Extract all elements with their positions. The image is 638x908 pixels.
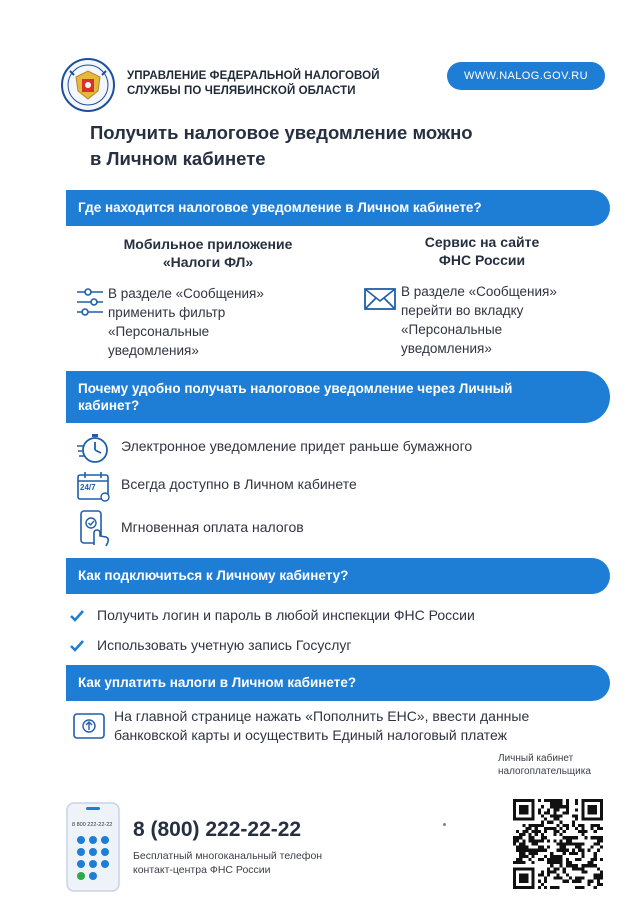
stopwatch-icon [76, 431, 110, 465]
phone-screen-number: 8 800 222-22-22 [72, 822, 113, 828]
checkmark-icon [70, 609, 84, 623]
section-heading-pay: Как уплатить налоги в Личном кабинете? [66, 665, 610, 701]
benefit-instant-payment: Мгновенная оплата налогов [121, 519, 304, 535]
mobile-app-title-line1: Мобильное приложение [123, 236, 293, 252]
section-heading-where: Где находится налоговое уведомление в Личном кабинете? [66, 190, 610, 226]
qr-caption-line1: Личный кабинет [498, 753, 574, 764]
page-title-line2: в Личном кабинете [90, 148, 266, 169]
benefit-always-available: Всегда доступно в Личном кабинете [121, 476, 357, 492]
calendar-24-7-icon [76, 470, 110, 504]
calendar-label: 24/7 [80, 483, 96, 492]
section-heading-connect: Как подключиться к Личному кабинету? [66, 558, 610, 594]
hotline-description-line2: контакт-центра ФНС России [133, 864, 271, 876]
filter-sliders-icon [76, 285, 104, 319]
website-service-title-line2: ФНС России [438, 252, 526, 268]
mobile-app-title-line2: «Налоги ФЛ» [162, 254, 254, 270]
fns-emblem-logo [60, 57, 116, 113]
website-link[interactable]: WWW.NALOG.GOV.RU [447, 62, 605, 90]
page-title-line1: Получить налоговое уведомление можно [90, 122, 473, 143]
phone-tap-icon [76, 509, 110, 547]
website-service-description: В разделе «Сообщения» перейти во вкладку «Персональные уведомления» [401, 284, 557, 356]
smartphone-keypad-icon [66, 802, 120, 892]
envelope-icon [364, 288, 396, 310]
decorative-dot [443, 823, 446, 826]
org-name-line1: УПРАВЛЕНИЕ ФЕДЕРАЛЬНОЙ НАЛОГОВОЙ [127, 70, 380, 82]
hotline-description-line1: Бесплатный многоканальный телефон [133, 850, 323, 862]
wallet-upload-icon [73, 710, 105, 740]
hotline-phone-number[interactable]: 8 (800) 222-22-22 [133, 818, 302, 841]
mobile-app-description: В разделе «Сообщения» применить фильтр «Персональные уведомления» [108, 286, 264, 358]
phone-body [66, 802, 120, 892]
step-gosuslugi: Использовать учетную запись Госуслуг [97, 637, 352, 653]
org-name-line2: СЛУЖБЫ ПО ЧЕЛЯБИНСКОЙ ОБЛАСТИ [127, 85, 356, 97]
payment-instructions-line1: На главной странице нажать «Пополнить ЕНС», ввести данные [114, 708, 530, 724]
step-login-password: Получить логин и пароль в любой инспекции ФНС России [97, 607, 475, 623]
checkmark-icon [70, 639, 84, 653]
qr-caption-line2: налогоплательщика [498, 766, 591, 777]
payment-instructions-line2: банковской карты и осуществить Единый налоговый платеж [114, 727, 508, 743]
qr-code[interactable] [513, 799, 603, 889]
benefit-early-notice: Электронное уведомление придет раньше бумажного [121, 438, 473, 454]
website-service-title-line1: Сервис на сайте [424, 234, 540, 250]
section-heading-why: Почему удобно получать налоговое уведомление через Личный кабинет? [66, 371, 610, 423]
